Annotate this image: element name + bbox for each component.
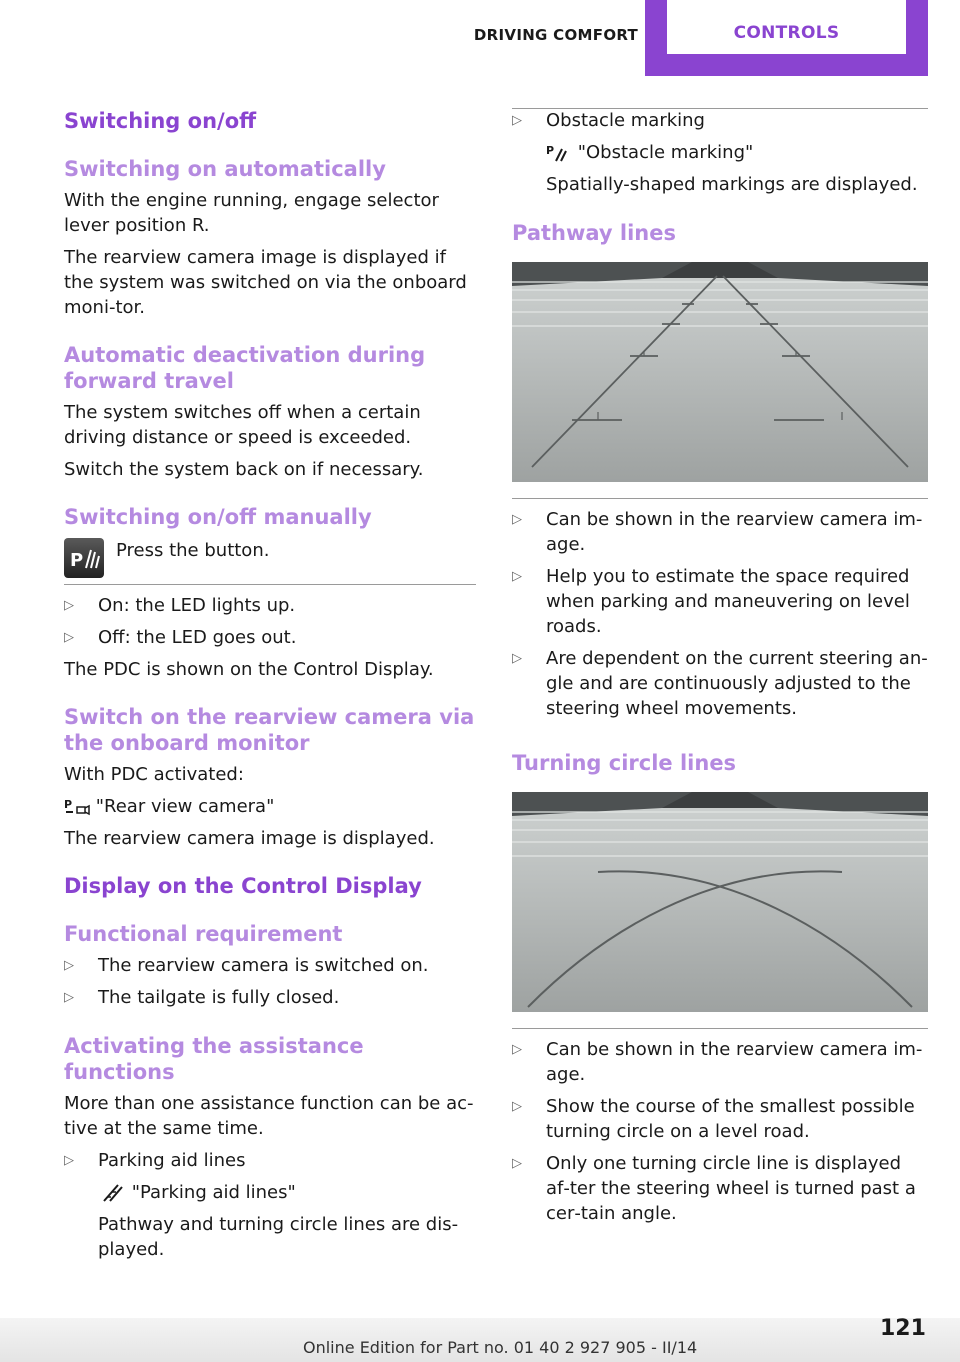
list-item: ▷ Can be shown in the rearview camera im‐age. — [512, 509, 923, 555]
pathway-list — [512, 507, 928, 721]
list-item: ▷ Can be shown in the rearview camera im‐age. — [512, 1039, 923, 1085]
list-item: ▷ The tailgate is fully closed. — [64, 987, 340, 1008]
assist-list — [64, 1148, 476, 1262]
divider — [512, 1028, 928, 1029]
list-item: ▷ Only one turning circle line is displayed af‐ter the steering wheel is turned past a cer‐tain angle. — [512, 1153, 916, 1224]
parking-aid-desc: Pathway and turning circle lines are dis‐played. — [98, 1214, 459, 1260]
triangle-bullet-icon: ▷ — [64, 958, 74, 973]
triangle-bullet-icon: ▷ — [512, 1099, 522, 1114]
triangle-bullet-icon: ▷ — [512, 569, 522, 584]
list-item: ▷ On: the LED lights up. — [64, 595, 296, 616]
requirement-list — [64, 953, 476, 1010]
turning-circle-lines-image — [512, 792, 928, 1012]
turning-list — [512, 1037, 928, 1226]
heading-switching: Switching on/off — [64, 109, 257, 133]
header-chapter-label: CONTROLS — [667, 0, 906, 54]
triangle-bullet-icon: ▷ — [64, 990, 74, 1005]
heading-assist: Activating the assistance functions — [64, 1034, 364, 1084]
svg-text:P: P — [546, 144, 555, 157]
text-pdc-shown: The PDC is shown on the Control Display. — [64, 659, 434, 680]
obstacle-title: Obstacle marking — [546, 110, 705, 131]
left-column — [64, 108, 476, 1269]
pathway-lines-image — [512, 262, 928, 482]
heading-auto-on: Switching on automatically — [64, 157, 386, 181]
manual-list — [64, 593, 476, 650]
text-assist: More than one assistance function can be ac‐tive at the same time. — [64, 1093, 474, 1139]
triangle-bullet-icon: ▷ — [512, 512, 522, 527]
header-chapter-tab — [645, 0, 928, 76]
header-section: DRIVING COMFORT — [473, 26, 639, 44]
text-press-button: Press the button. — [116, 540, 270, 561]
text-image-displayed: The rearview camera image is displayed. — [64, 828, 435, 849]
text-auto-on-1: With the engine running, engage selector lever position R. — [64, 190, 439, 236]
triangle-bullet-icon: ▷ — [64, 630, 74, 645]
heading-auto-off: Automatic deactivation during forward travel — [64, 343, 426, 393]
triangle-bullet-icon: ▷ — [512, 1042, 522, 1057]
svg-text:P: P — [70, 550, 84, 571]
menu-parking-aid-lines: "Parking aid lines" — [98, 1180, 476, 1205]
text-auto-off-2: Switch the system back on if necessary. — [64, 459, 424, 480]
list-item: ▷ The rearview camera is switched on. — [64, 955, 429, 976]
menu-rear-view-camera: P "Rear view camera" — [64, 796, 275, 817]
heading-pathway: Pathway lines — [512, 221, 677, 245]
pdc-button-icon — [64, 538, 104, 578]
parking-aid-title: Parking aid lines — [98, 1150, 246, 1171]
triangle-bullet-icon: ▷ — [64, 598, 74, 613]
text-pdc-activated: With PDC activated: — [64, 764, 244, 785]
heading-requirement: Functional requirement — [64, 922, 343, 946]
heading-turning: Turning circle lines — [512, 751, 737, 775]
obstacle-list — [512, 108, 928, 197]
rear-view-camera-icon — [64, 797, 90, 817]
button-instruction — [64, 538, 476, 584]
list-item: ▷ Show the course of the smallest possible turning circle on a level road. — [512, 1096, 915, 1142]
page-number: 121 — [880, 1316, 926, 1341]
parking-aid-lines-icon — [100, 1183, 126, 1203]
footer-edition: Online Edition for Part no. 01 40 2 927 905 - II/14 — [303, 1338, 698, 1357]
divider — [512, 498, 928, 499]
obstacle-desc: Spatially-shaped markings are displayed. — [546, 174, 918, 195]
triangle-bullet-icon: ▷ — [512, 113, 522, 128]
text-auto-on-2: The rearview camera image is displayed if the system was switched on via the onboard moni‐tor. — [64, 247, 467, 318]
divider — [64, 584, 476, 585]
obstacle-marking-icon — [546, 143, 572, 163]
heading-manual: Switching on/off manually — [64, 505, 372, 529]
triangle-bullet-icon: ▷ — [64, 1153, 74, 1168]
right-column — [512, 108, 928, 1233]
list-item — [512, 108, 928, 197]
heading-monitor: Switch on the rearview camera via the onboard monitor — [64, 705, 475, 755]
heading-display: Display on the Control Display — [64, 874, 422, 898]
triangle-bullet-icon: ▷ — [512, 1156, 522, 1171]
text-auto-off-1: The system switches off when a certain driving distance or speed is exceeded. — [64, 402, 421, 448]
list-item: ▷ Help you to estimate the space required when parking and maneuvering on level roads. — [512, 566, 910, 637]
menu-obstacle-marking: P "Obstacle marking" — [546, 142, 754, 163]
list-item — [64, 1148, 476, 1262]
svg-text:P: P — [64, 798, 73, 811]
triangle-bullet-icon: ▷ — [512, 651, 522, 666]
list-item: ▷ Are dependent on the current steering an‐gle and are continuously adjusted to the steering wheel movements. — [512, 648, 928, 719]
list-item: ▷ Off: the LED goes out. — [64, 627, 297, 648]
